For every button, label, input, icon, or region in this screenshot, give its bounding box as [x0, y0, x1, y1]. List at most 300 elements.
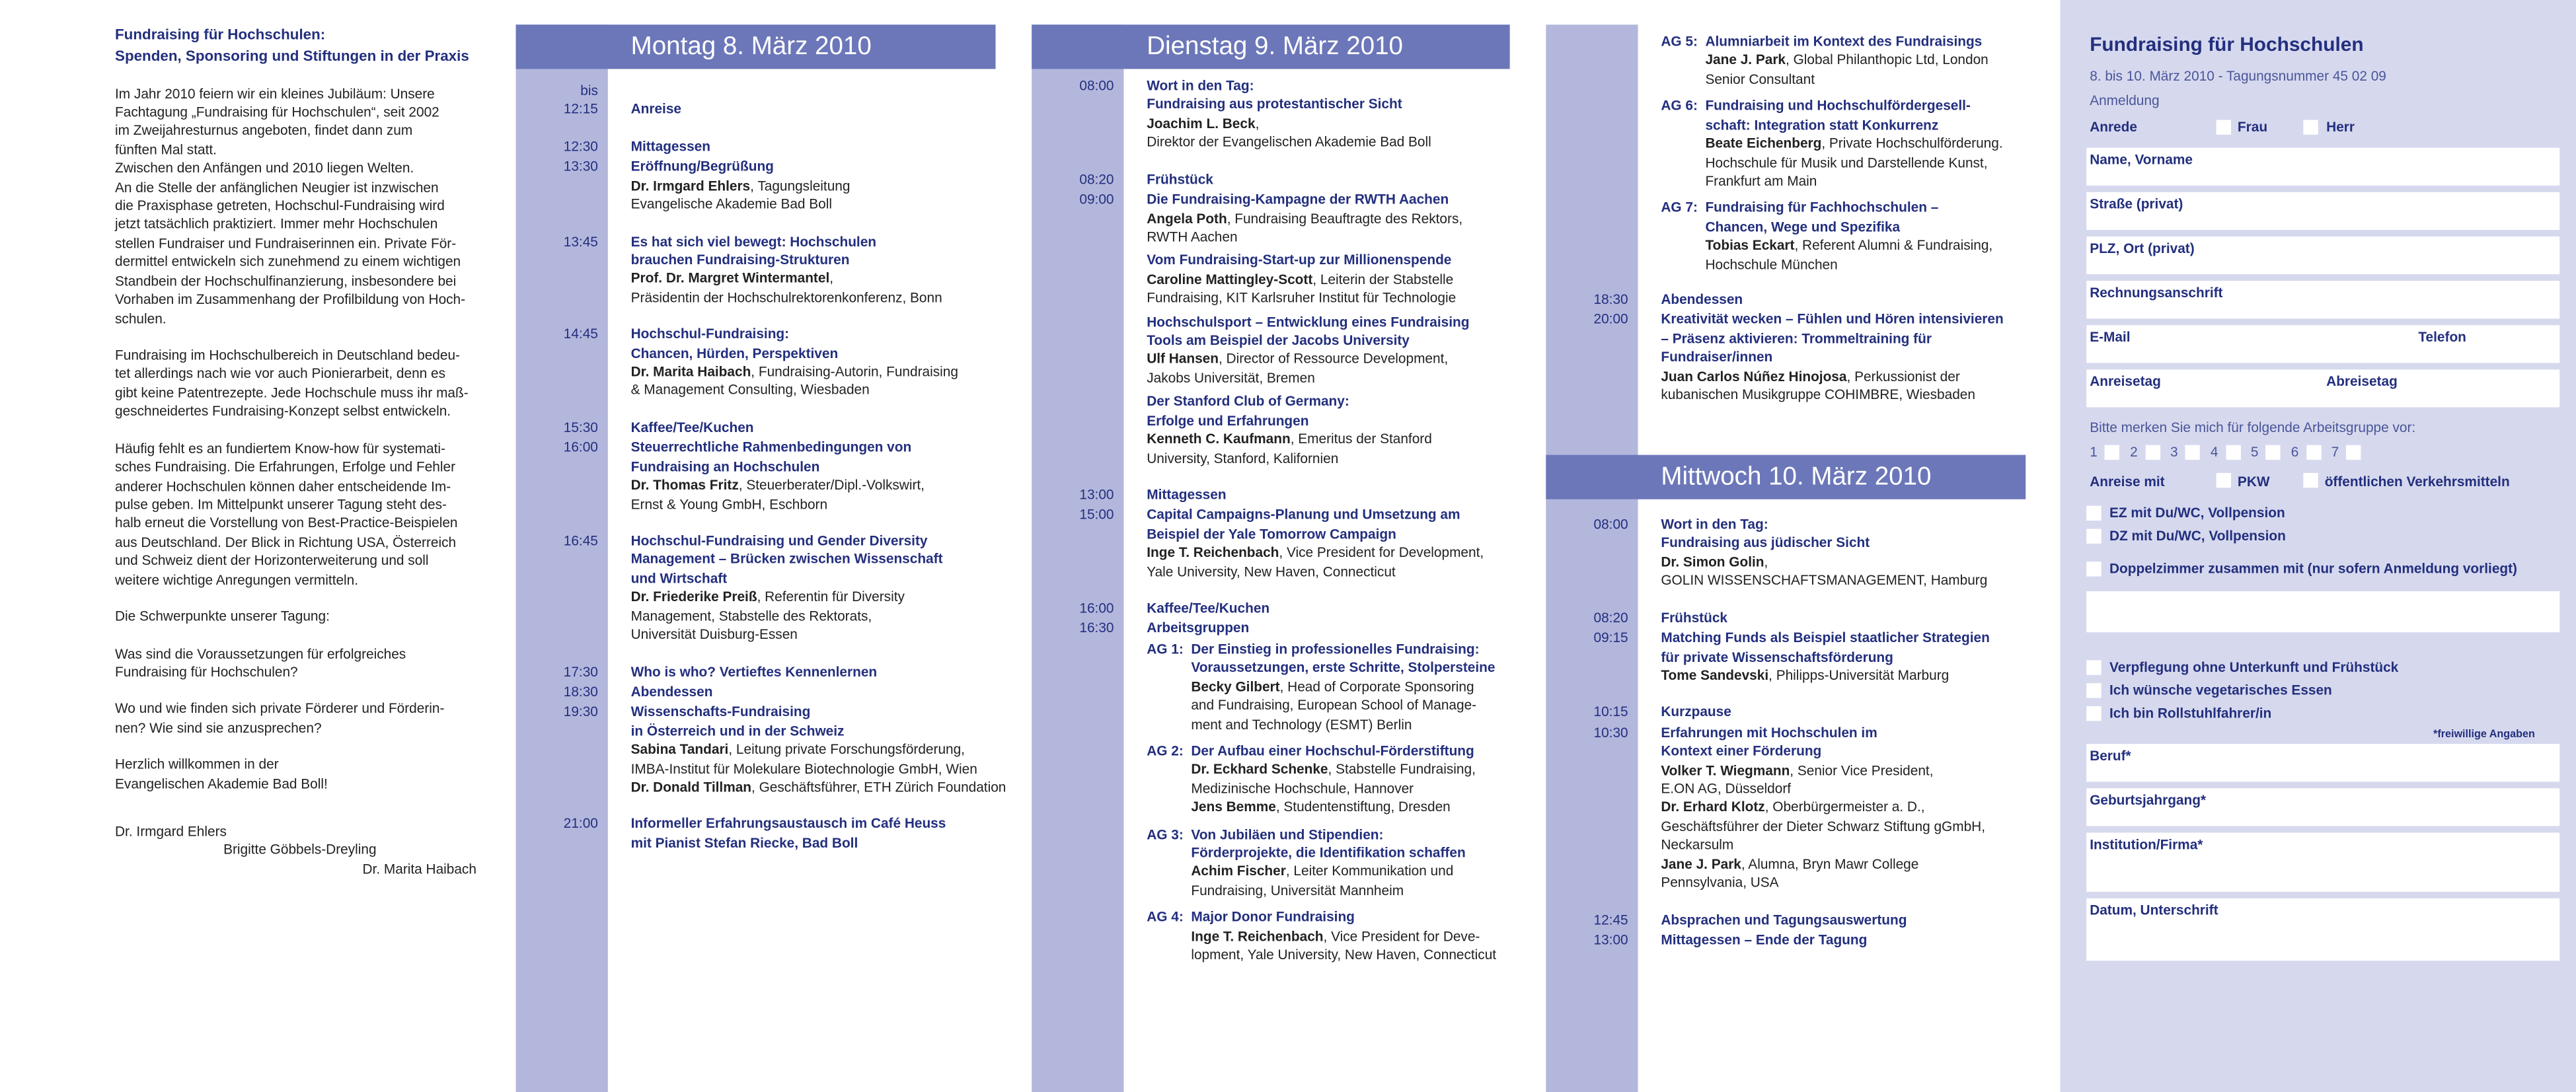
intro-line: Fachtagung „Fundraising für Hochschulen“, seit 2002 [115, 103, 439, 120]
pkw-checkbox[interactable] [2216, 473, 2231, 488]
speaker-name: Dr. Donald Tillman [630, 778, 752, 795]
session-detail: Neckarsulm [1661, 836, 1734, 853]
session-title: Abendessen [630, 682, 713, 700]
session-title: Es hat sich viel bewegt: Hochschulen [630, 232, 877, 249]
intro-line: Herzlich willkommen in der [115, 756, 279, 772]
session-time: 15:30 [563, 418, 598, 435]
session-detail: University, Stanford, Kalifornien [1147, 449, 1339, 466]
intro-line: Was sind die Voraussetzungen für erfolgreiches [115, 644, 406, 661]
time-strip [516, 24, 608, 1092]
session-detail: Universität Duisburg-Essen [630, 626, 798, 643]
wednesday-header [1546, 455, 2026, 499]
herr-checkbox[interactable] [2303, 120, 2318, 134]
session-title: Beispiel der Yale Tomorrow Campaign [1147, 525, 1396, 542]
email-phone-field[interactable] [2086, 325, 2559, 363]
intro-line: Standbein der Hochschulfinanzierung, insbesondere bei [115, 272, 457, 289]
speaker [1147, 431, 1533, 449]
name-field[interactable]: Name, Vorname [2086, 148, 2559, 186]
intro-heading-2: Spenden, Sponsoring und Stiftungen in der Praxis [115, 47, 469, 64]
session-title: Kaffee/Tee/Kuchen [1147, 599, 1270, 616]
session-title: Fundraising aus jüdischer Sicht [1661, 534, 1870, 551]
session-title: Mittagessen [1147, 486, 1227, 503]
working-group [1661, 33, 2039, 89]
speaker [631, 270, 1017, 289]
speaker-affiliation: , Philipps-Universität Marburg [1768, 667, 1950, 684]
speaker [1661, 667, 2047, 685]
speaker [1191, 761, 1533, 780]
session-time: 10:30 [1593, 723, 1628, 741]
institution-field[interactable]: Institution/Firma* [2086, 832, 2559, 891]
speaker-affiliation: , Tagungsleitung [750, 176, 851, 194]
working-group-id: AG 3: [1147, 825, 1184, 842]
speaker-name: Dr. Simon Golin [1661, 553, 1764, 570]
pkw-label: PKW [2237, 472, 2270, 490]
session-title: Absprachen und Tagungsauswertung [1661, 910, 1907, 928]
speaker [1147, 271, 1533, 289]
ag-number-checkbox[interactable] [2265, 445, 2280, 460]
speaker-affiliation: , Alumna, Bryn Mawr College [1741, 855, 1919, 872]
speaker [1705, 135, 2039, 153]
session-time: 21:00 [563, 815, 598, 832]
session-title: Management – Brücken zwischen Wissenschaft [630, 550, 943, 567]
session-title: Fundraiser/innen [1661, 348, 1773, 365]
speaker-affiliation: , Studentenstiftung, Dresden [1275, 798, 1451, 815]
speaker [631, 589, 1017, 607]
double-room-partner-field[interactable] [2086, 591, 2559, 632]
intro-line: schulen. [115, 309, 167, 326]
ag-number-checkbox[interactable] [2306, 445, 2320, 460]
speaker-name: Angela Poth [1147, 209, 1227, 226]
double-room-label: Doppelzimmer zusammen mit (nur sofern Anmeldung vorliegt) [2109, 560, 2518, 577]
session-detail: Medizinische Hochschule, Hannover [1191, 780, 1414, 797]
working-group-id: AG 1: [1147, 640, 1184, 657]
session-title: Fundraising und Hochschulfördergesell- [1705, 97, 1971, 114]
session-time: 12:45 [1593, 910, 1628, 928]
session-detail: Senior Consultant [1705, 70, 1815, 87]
session-detail: Ernst & Young GmbH, Eschborn [630, 495, 828, 512]
signature-field[interactable]: Datum, Unterschrift [2086, 898, 2559, 961]
signature-3: Dr. Marita Haibach [362, 860, 476, 877]
speaker-affiliation: , [829, 270, 834, 287]
billing-address-field[interactable]: Rechnungsanschrift [2086, 281, 2559, 318]
meals-checkbox[interactable] [2086, 660, 2101, 674]
ez-label: EZ mit Du/WC, Vollpension [2109, 504, 2285, 521]
session-time: bis 12:15 [563, 82, 598, 118]
public-transport-checkbox[interactable] [2303, 473, 2318, 488]
zip-city-field[interactable]: PLZ, Ort (privat) [2086, 237, 2559, 274]
intro-line: Evangelischen Akademie Bad Boll! [115, 774, 328, 791]
session-title: brauchen Fundraising-Strukturen [630, 251, 850, 268]
speaker [1705, 52, 2039, 70]
intro-line: anderer Hochschulen können daher entscheidende Im- [115, 477, 451, 494]
session-time: 09:00 [1079, 190, 1114, 207]
speaker-name: Dr. Irmgard Ehlers [630, 176, 751, 194]
session-title: Der Einstieg in professionelles Fundraising: [1191, 640, 1480, 657]
day-date: 10. März 2010 [1761, 463, 1932, 491]
session-detail: Yale University, New Haven, Connecticut [1147, 562, 1396, 579]
intro-line: gibt keine Patentrezepte. Jede Hochschule muss ihr maß- [115, 384, 469, 401]
speaker-affiliation: , Emeritus der Stanford [1290, 430, 1432, 447]
session-title: Fundraising an Hochschulen [630, 457, 820, 474]
speaker-name: Sabina Tandari [630, 741, 729, 758]
intro-line: im Zweijahresturnus angeboten, findet dann zum [115, 122, 413, 139]
ez-checkbox[interactable] [2086, 506, 2101, 521]
speaker-name: Joachim L. Beck [1147, 114, 1256, 131]
ag-number-checkbox[interactable] [2144, 445, 2159, 460]
day-date: 8. März 2010 [716, 32, 872, 61]
form-title: Fundraising für Hochschulen [2090, 32, 2364, 56]
intro-heading-1: Fundraising für Hochschulen: [115, 26, 326, 43]
ag-number-checkbox[interactable] [2185, 445, 2199, 460]
departure-label: Abreisetag [2326, 373, 2398, 390]
session-time: 10:15 [1593, 703, 1628, 720]
session-title: Tools am Beispiel der Jacobs University [1147, 332, 1410, 349]
session-title: Major Donor Fundraising [1191, 908, 1355, 926]
session-title: für private Wissenschaftsförderung [1661, 647, 1893, 665]
public-transport-label: öffentlichen Verkehrsmitteln [2324, 472, 2510, 490]
session-time: 08:00 [1079, 77, 1114, 94]
session-detail: Evangelische Akademie Bad Boll [630, 196, 833, 212]
session-time: 15:00 [1079, 506, 1114, 523]
speaker [1661, 367, 2047, 386]
form-subtitle: 8. bis 10. März 2010 - Tagungsnummer 45 02 09 [2090, 67, 2386, 84]
speaker [1147, 351, 1533, 369]
working-group-id: AG 7: [1661, 199, 1698, 216]
travel-label: Anreise mit [2090, 472, 2165, 490]
session-title: Informeller Erfahrungsaustausch im Café Heuss [630, 815, 946, 832]
intro-line: nen? Wie sind sie anzusprechen? [115, 719, 322, 736]
speaker [1147, 115, 1533, 133]
intro-line: Wo und wie finden sich private Förderer und Förderin- [115, 700, 445, 717]
ag-number-label: 1 [2090, 443, 2098, 460]
session-time: 13:30 [563, 158, 598, 175]
tuesday-header [1032, 24, 1509, 69]
ag-number-label: 6 [2291, 443, 2299, 460]
ag-number-label: 7 [2331, 443, 2339, 460]
session-title: Erfahrungen mit Hochschulen im [1661, 723, 1877, 741]
session-detail: Pennsylvania, USA [1661, 873, 1779, 891]
session-time: 18:30 [1593, 291, 1628, 307]
speaker-affiliation: , Head of Corporate Sponsoring [1279, 677, 1474, 694]
intro-line: die Praxisphase getreten, Hochschul-Fundraising wird [115, 197, 445, 214]
session-detail: Jakobs Universität, Bremen [1147, 369, 1315, 386]
ag-number-checkbox[interactable] [2346, 445, 2361, 460]
speaker [631, 177, 1017, 196]
speaker-name: Jane J. Park [1705, 52, 1786, 68]
session-title: Abendessen [1661, 291, 1743, 307]
speaker-name: Jane J. Park [1661, 855, 1741, 872]
session-title: Kurzpause [1661, 703, 1731, 720]
session-time: 13:45 [563, 232, 598, 249]
intro-line: und Schweiz dient der Horizonterweiterung und soll [115, 552, 429, 569]
session-time: 14:45 [563, 325, 598, 342]
session-time: 16:30 [1079, 620, 1114, 637]
speaker-name: Jens Bemme [1191, 798, 1276, 815]
session-detail: IMBA-Institut für Molekulare Biotechnologie GmbH, Wien [630, 760, 977, 776]
session-title: Matching Funds als Beispiel staatlicher Strategien [1661, 629, 1990, 646]
working-group-id: AG 2: [1147, 742, 1184, 759]
speaker [1661, 855, 2047, 874]
session-title: Kreativität wecken – Fühlen und Hören intensivieren [1661, 310, 2004, 328]
intro-line: Fundraising im Hochschulbereich in Deutschland bedeu- [115, 346, 461, 363]
optional-note: *freiwillige Angaben [2433, 729, 2535, 741]
speaker-name: Inge T. Reichenbach [1191, 927, 1324, 944]
dz-label: DZ mit Du/WC, Vollpension [2109, 527, 2286, 544]
intro-paragraph [115, 756, 484, 793]
session-title: Anreise [630, 100, 682, 118]
double-room-checkbox[interactable] [2086, 562, 2101, 576]
working-group [1147, 826, 1533, 901]
session-title: Voraussetzungen, erste Schritte, Stolpersteine [1191, 659, 1496, 676]
session-title: Der Aufbau einer Hochschul-Förderstiftung [1191, 742, 1474, 759]
speaker-affiliation: , [1764, 553, 1768, 570]
session-time: 16:00 [563, 439, 598, 456]
intro-line: halb erneut die Vorstellung von Best-Practice-Beispielen [115, 515, 458, 531]
monday-column [516, 24, 1006, 1092]
speaker [631, 476, 1017, 495]
speaker-affiliation: , Senior Vice President, [1790, 761, 1934, 778]
speaker-affiliation: , Leiterin der Stabstelle [1312, 270, 1454, 287]
session-detail: Präsidentin der Hochschulrektorenkonferenz, Bonn [630, 288, 942, 305]
speaker-affiliation: , Oberbürgermeister a. D., [1764, 799, 1925, 816]
session-title: Vom Fundraising-Start-up zur Millionenspende [1147, 252, 1452, 269]
session-time: 08:20 [1079, 170, 1114, 187]
wheelchair-label: Ich bin Rollstuhlfahrer/in [2109, 704, 2272, 721]
session-detail: Fundraising, KIT Karlsruher Institut für Technologie [1147, 289, 1457, 306]
session-title: Chancen, Hürden, Perspektiven [630, 344, 839, 361]
session-detail: Frankfurt am Main [1705, 172, 1817, 189]
session-title: Fundraising für Fachhochschulen – [1705, 199, 1939, 216]
speaker-affiliation: , Steuerberater/Dipl.-Volkswirt, [738, 476, 925, 493]
intro-line: Die Schwerpunkte unserer Tagung: [115, 608, 330, 624]
working-group-id: AG 6: [1661, 97, 1698, 114]
speaker-affiliation: , Vice President for Deve- [1323, 927, 1480, 944]
session-title: in Österreich und in der Schweiz [630, 722, 845, 739]
speaker-name: Prof. Dr. Margret Wintermantel [630, 270, 830, 287]
birth-year-field[interactable]: Geburtsjahrgang* [2086, 788, 2559, 826]
session-title: Frühstück [1147, 170, 1213, 187]
working-group-id: AG 5: [1661, 32, 1698, 50]
intro-line: stellen Fundraiser und Fundraiserinnen ein. Private För- [115, 235, 457, 252]
working-group [1147, 640, 1533, 734]
session-title: Hochschul-Fundraising: [630, 325, 790, 342]
session-detail: Fundraising, Universität Mannheim [1191, 881, 1404, 898]
session-title: mit Pianist Stefan Riecke, Bad Boll [630, 834, 858, 851]
speaker-affiliation: , Director of Ressource Development, [1218, 350, 1449, 367]
ag-number-label: 5 [2250, 443, 2259, 460]
speaker [631, 363, 1017, 381]
session-time: 09:15 [1593, 629, 1628, 646]
intro-column [115, 24, 484, 879]
speaker-affiliation: , Referentin für Diversity [757, 588, 905, 605]
vegetarian-checkbox[interactable] [2086, 683, 2101, 698]
ag-prompt: Bitte merken Sie mich für folgende Arbeitsgruppe vor: [2090, 418, 2416, 435]
session-detail: kubanischen Musikgruppe COHIMBRE, Wiesbaden [1661, 386, 1975, 403]
session-title: Capital Campaigns-Planung und Umsetzung am [1147, 506, 1460, 523]
session-title: Frühstück [1661, 608, 1728, 626]
frau-label: Frau [2237, 118, 2268, 135]
speaker-affiliation: , Fundraising Beauftragte des Rektors, [1227, 209, 1463, 226]
speaker-name: Ulf Hansen [1147, 350, 1219, 367]
session-detail: Geschäftsführer der Dieter Schwarz Stiftung gGmbH, [1661, 817, 1985, 834]
speaker-name: Dr. Friederike Preiß [630, 588, 757, 605]
tuesday-wednesday-column [1546, 24, 2026, 1092]
speaker [1661, 762, 2047, 780]
session-title: und Wirtschaft [630, 569, 728, 587]
speaker-affiliation: , Global Philanthopic Ltd, London [1786, 52, 1989, 68]
speaker-name: Achim Fischer [1191, 863, 1286, 880]
speaker [1147, 209, 1533, 228]
intro-paragraph [115, 645, 484, 682]
speaker-name: Tobias Eckart [1705, 237, 1795, 254]
session-title: Arbeitsgruppen [1147, 620, 1250, 637]
session-time: 19:30 [563, 703, 598, 720]
session-time: 17:30 [563, 663, 598, 679]
speaker [1191, 928, 1533, 946]
session-title: Wort in den Tag: [1147, 77, 1254, 94]
speaker-name: Dr. Marita Haibach [630, 363, 751, 380]
tuesday-column [1032, 24, 1509, 1092]
speaker-name: Dr. Thomas Fritz [630, 476, 739, 493]
session-detail: Hochschule München [1705, 255, 1838, 272]
day-name: Mittwoch [1661, 463, 1762, 491]
intro-paragraph [115, 608, 484, 626]
intro-line: pulse geben. Im Mittelpunkt unserer Tagung steht des- [115, 495, 447, 513]
day-name: Montag [630, 32, 716, 61]
intro-line: Im Jahr 2010 feiern wir ein kleines Jubiläum: Unsere [115, 85, 435, 101]
intro-line: Häufig fehlt es an fundiertem Know-how für systemati- [115, 439, 445, 456]
session-title: schaft: Integration statt Konkurrenz [1705, 116, 1939, 133]
speaker-name: Tome Sandevski [1661, 667, 1769, 684]
anrede-label: Anrede [2090, 118, 2137, 135]
session-title: Kontext einer Förderung [1661, 743, 1822, 759]
session-detail: GOLIN WISSENSCHAFTSMANAGEMENT, Hamburg [1661, 571, 1988, 589]
speaker [1191, 799, 1533, 817]
intro-line: Fundraising für Hochschulen? [115, 663, 298, 680]
intro-line: An die Stelle der anfänglichen Neugier ist inzwischen [115, 178, 439, 195]
intro-line: sches Fundraising. Die Erfahrungen, Erfolge und Fehler [115, 458, 456, 475]
session-title: Die Fundraising-Kampagne der RWTH Aachen [1147, 190, 1449, 207]
session-title: Kaffee/Tee/Kuchen [630, 418, 754, 435]
working-group-id: AG 4: [1147, 908, 1184, 926]
speaker-affiliation: , Stabstelle Fundraising, [1328, 760, 1476, 778]
travel-dates-field[interactable] [2086, 369, 2559, 407]
session-time: 16:00 [1079, 599, 1114, 616]
speaker-name: Inge T. Reichenbach [1147, 544, 1279, 561]
vegetarian-label: Ich wünsche vegetarisches Essen [2109, 681, 2332, 698]
speaker-affiliation: , [1255, 114, 1260, 131]
intro-line: Zwischen den Anfängen und 2010 liegen Welten. [115, 159, 414, 176]
session-time: 13:00 [1079, 486, 1114, 503]
signature-1: Dr. Irmgard Ehlers [115, 822, 227, 840]
session-title: Fundraising aus protestantischer Sicht [1147, 96, 1402, 113]
intro-line: dermittel entwickeln sich zunehmend zu einem wichtigen [115, 253, 461, 270]
session-title: Wort in den Tag: [1661, 515, 1768, 532]
speaker-name: Juan Carlos Núñez Hinojosa [1661, 367, 1847, 384]
phone-label: Telefon [2418, 328, 2466, 346]
intro-line: aus Deutschland. Der Blick in Richtung USA, Österreich [115, 533, 457, 550]
ag-number-checkbox[interactable] [2225, 445, 2240, 460]
session-title: Mittagessen [630, 137, 710, 155]
session-time: 08:00 [1593, 515, 1628, 532]
working-group [1661, 97, 2039, 191]
frau-checkbox[interactable] [2216, 120, 2231, 134]
session-detail: Direktor der Evangelischen Akademie Bad Boll [1147, 133, 1431, 150]
speaker-affiliation: , Leitung private Forschungsförderung, [728, 741, 965, 758]
working-group [1661, 200, 2039, 275]
session-title: – Präsenz aktivieren: Trommeltraining für [1661, 330, 1932, 347]
street-field[interactable]: Straße (privat) [2086, 192, 2559, 230]
session-title: Wissenschafts-Fundraising [630, 703, 811, 720]
herr-label: Herr [2326, 118, 2355, 135]
ag-number-label: 2 [2130, 443, 2138, 460]
profession-field[interactable]: Beruf* [2086, 744, 2559, 782]
speaker [1191, 863, 1533, 881]
wheelchair-checkbox[interactable] [2086, 706, 2101, 721]
speaker-name: Caroline Mattingley-Scott [1147, 270, 1313, 287]
session-time: 08:20 [1593, 608, 1628, 626]
session-title: Alumniarbeit im Kontext des Fundraisings [1705, 32, 1983, 50]
speaker-affiliation: , Private Hochschulförderung. [1821, 135, 2003, 151]
monday-header [516, 24, 996, 69]
ag-number-label: 3 [2170, 443, 2178, 460]
speaker [1191, 678, 1533, 696]
working-group [1147, 743, 1533, 818]
intro-line: geschneidertes Fundraising-Konzept selbst entwickeln. [115, 402, 451, 419]
session-detail: RWTH Aachen [1147, 228, 1238, 245]
speaker-affiliation: , Fundraising-Autorin, Fundraising [751, 363, 958, 380]
speaker-name: Becky Gilbert [1191, 677, 1280, 694]
session-title: Von Jubiläen und Stipendien: [1191, 825, 1384, 842]
speaker [1705, 237, 2039, 256]
intro-line: weitere wichtige Anregungen vermitteln. [115, 571, 359, 588]
session-title: Chancen, Wege und Spezifika [1705, 218, 1901, 235]
speaker [631, 741, 1017, 760]
ag-number-checkbox[interactable] [2105, 445, 2119, 460]
session-title: Who is who? Vertieftes Kennenlernen [630, 663, 878, 679]
session-title: Hochschulsport – Entwicklung eines Fundraising [1147, 312, 1470, 330]
speaker-name: Beate Eichenberg [1705, 135, 1822, 151]
speaker [1661, 553, 2047, 571]
speaker-name: Dr. Eckhard Schenke [1191, 760, 1328, 778]
session-detail: E.ON AG, Düsseldorf [1661, 780, 1792, 797]
speaker [1147, 544, 1533, 562]
signature-2: Brigitte Göbbels-Dreyling [223, 841, 377, 858]
speaker-affiliation: , Referent Alumni & Fundraising, [1794, 237, 1993, 254]
session-time: 20:00 [1593, 310, 1628, 328]
speaker-name: Kenneth C. Kaufmann [1147, 430, 1291, 447]
working-group [1147, 909, 1533, 965]
session-time: 18:30 [563, 682, 598, 700]
session-detail: ment and Technology (ESMT) Berlin [1191, 715, 1412, 732]
session-title: Eröffnung/Begrüßung [630, 158, 774, 175]
session-detail: and Fundraising, European School of Manage- [1191, 696, 1477, 713]
session-title: Steuerrechtliche Rahmenbedingungen von [630, 439, 912, 456]
session-title: Mittagessen – Ende der Tagung [1661, 931, 1868, 948]
intro-paragraph [115, 700, 484, 738]
session-detail: Hochschule für Musik und Darstellende Kunst, [1705, 153, 1988, 170]
intro-line: fünften Mal statt. [115, 141, 217, 158]
form-anmeldung: Anmeldung [2090, 92, 2160, 109]
dz-checkbox[interactable] [2086, 528, 2101, 543]
intro-paragraph [115, 85, 484, 328]
speaker [1661, 799, 2047, 817]
session-title: Förderprojekte, die Identifikation schaffen [1191, 844, 1466, 861]
session-title: Hochschul-Fundraising und Gender Diversity [630, 532, 928, 549]
session-time: 16:45 [563, 532, 598, 549]
meals-label: Verpflegung ohne Unterkunft und Frühstück [2109, 658, 2399, 675]
session-detail: lopment, Yale University, New Haven, Connecticut [1191, 946, 1497, 963]
